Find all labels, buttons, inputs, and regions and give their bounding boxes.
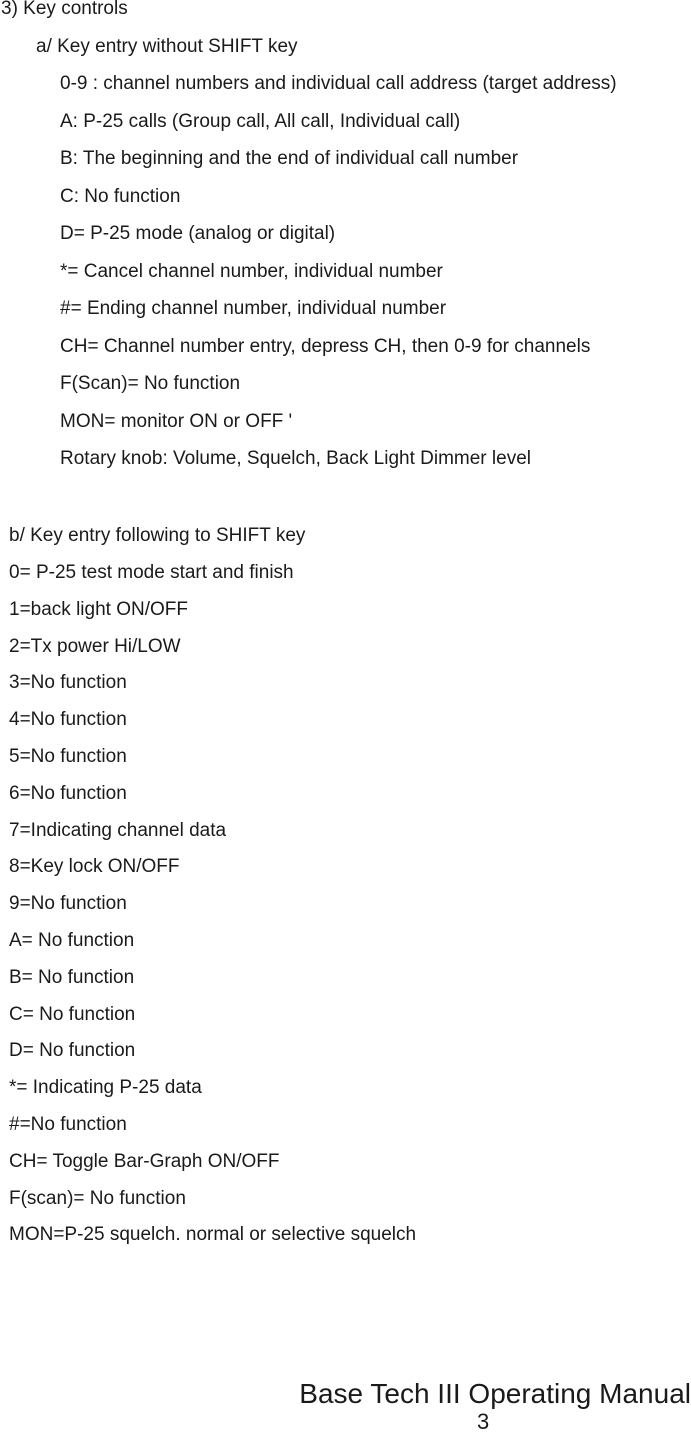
subsection-a-title: a/ Key entry without SHIFT key [36, 36, 298, 57]
list-item: Rotary knob: Volume, Squelch, Back Light Dimmer level [60, 448, 531, 469]
manual-title-footer: Base Tech III Operating Manual [299, 1378, 691, 1409]
list-item: *= Cancel channel number, individual number [60, 260, 443, 282]
key-list-without-shift [60, 73, 617, 486]
list-item: 8=Key lock ON/OFF [9, 856, 180, 878]
list-item: 0= P-25 test mode start and finish [9, 562, 294, 583]
list-item: CH= Toggle Bar-Graph ON/OFF [9, 1150, 280, 1172]
list-item: A= No function [9, 929, 135, 951]
list-item: 1=back light ON/OFF [9, 598, 188, 620]
list-item: MON=P-25 squelch. normal or selective squelch [9, 1224, 417, 1246]
list-item: #= Ending channel number, individual number [60, 298, 447, 319]
list-item: 0-9 : channel numbers and individual call address (target address) [60, 73, 617, 94]
subsection-b-title: b/ Key entry following to SHIFT key [9, 525, 306, 546]
list-item: C: No function [60, 185, 181, 207]
list-item: *= Indicating P-25 data [9, 1077, 202, 1099]
list-item: 9=No function [9, 893, 127, 915]
section-heading: 3) Key controls [1, 0, 128, 19]
list-item: 6=No function [9, 782, 127, 804]
list-item: F(Scan)= No function [60, 373, 241, 394]
list-item: CH= Channel number entry, depress CH, then 0-9 for channels [60, 335, 591, 357]
list-item: 3=No function [9, 672, 127, 694]
list-item: D= No function [9, 1040, 136, 1062]
list-item: #=No function [9, 1113, 127, 1135]
page-number: 3 [477, 1409, 490, 1434]
list-item: A: P-25 calls (Group call, All call, Individual call) [60, 110, 461, 132]
list-item: B= No function [9, 966, 135, 988]
list-item: D= P-25 mode (analog or digital) [60, 223, 336, 244]
list-item: 4=No function [9, 709, 127, 731]
list-item: F(scan)= No function [9, 1187, 186, 1209]
list-item: B: The beginning and the end of individual call number [60, 148, 519, 169]
list-item: 7=Indicating channel data [9, 819, 227, 841]
list-item: C= No function [9, 1003, 136, 1025]
list-item: MON= monitor ON or OFF ' [60, 410, 293, 432]
list-item: 2=Tx power Hi/LOW [9, 635, 181, 657]
list-item: 5=No function [9, 745, 127, 767]
key-list-with-shift [9, 562, 416, 1261]
